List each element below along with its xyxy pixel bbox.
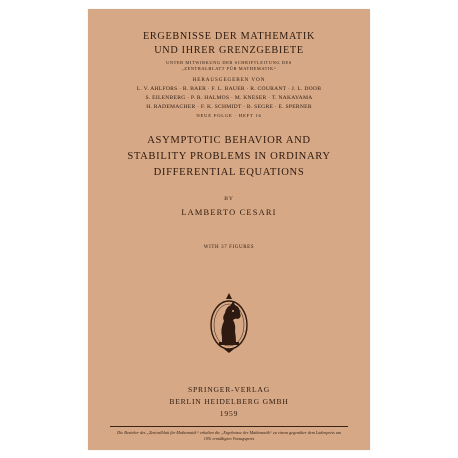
by-label: BY (224, 196, 234, 202)
springer-chess-knight-logo-icon (202, 291, 256, 355)
series-number: NEUE FOLGE · HEFT 16 (196, 113, 262, 118)
book-title-line-3: DIFFERENTIAL EQUATIONS (153, 167, 305, 178)
book-title-line-2: STABILITY PROBLEMS IN ORDINARY (127, 151, 331, 162)
author-name: LAMBERTO CESARI (181, 208, 277, 217)
editors-line-2: S. EILENBERG · P. R. HALMOS · M. KNESER · T. NAKAYAMA (145, 95, 313, 101)
book-title-line-1: ASYMPTOTIC BEHAVIOR AND (147, 135, 311, 146)
publisher-place: BERLIN HEIDELBERG GMBH (169, 397, 289, 406)
series-subtitle-line-1: UNTER MITWIRKUNG DER SCHRIFTLEITUNG DES (166, 60, 292, 65)
editors-line-1: L. V. AHLFORS · R. BAER · F. L. BAUER · R. COURANT · J. L. DOOB (136, 86, 322, 92)
figures-note: WITH 37 FIGURES (203, 245, 255, 250)
book-cover (88, 9, 370, 450)
editors-line-3: H. RADEMACHER · F. K. SCHMIDT · B. SEGRE · E. SPERNER (146, 104, 312, 110)
series-title-line-1: ERGEBNISSE DER MATHEMATIK (142, 31, 315, 42)
series-subtitle-line-2: „ZENTRALBLATT FÜR MATHEMATIK“ (181, 66, 277, 71)
footer-note: Die Bezieher des „Zentralblatt für Mathematik“ erhalten die „Ergebnisse der Mathematik“ zu einem gegenüber dem Ladenpreis um 10% ermäßigten Vorzugspreis (117, 430, 341, 441)
editors-heading: HERAUSGEGEBEN VON (192, 77, 266, 83)
publication-year: 1959 (219, 409, 239, 418)
series-title-line-2: UND IHRER GRENZGEBIETE (154, 45, 304, 56)
footer-divider (110, 426, 348, 427)
publisher-name: SPRINGER-VERLAG (187, 385, 271, 394)
